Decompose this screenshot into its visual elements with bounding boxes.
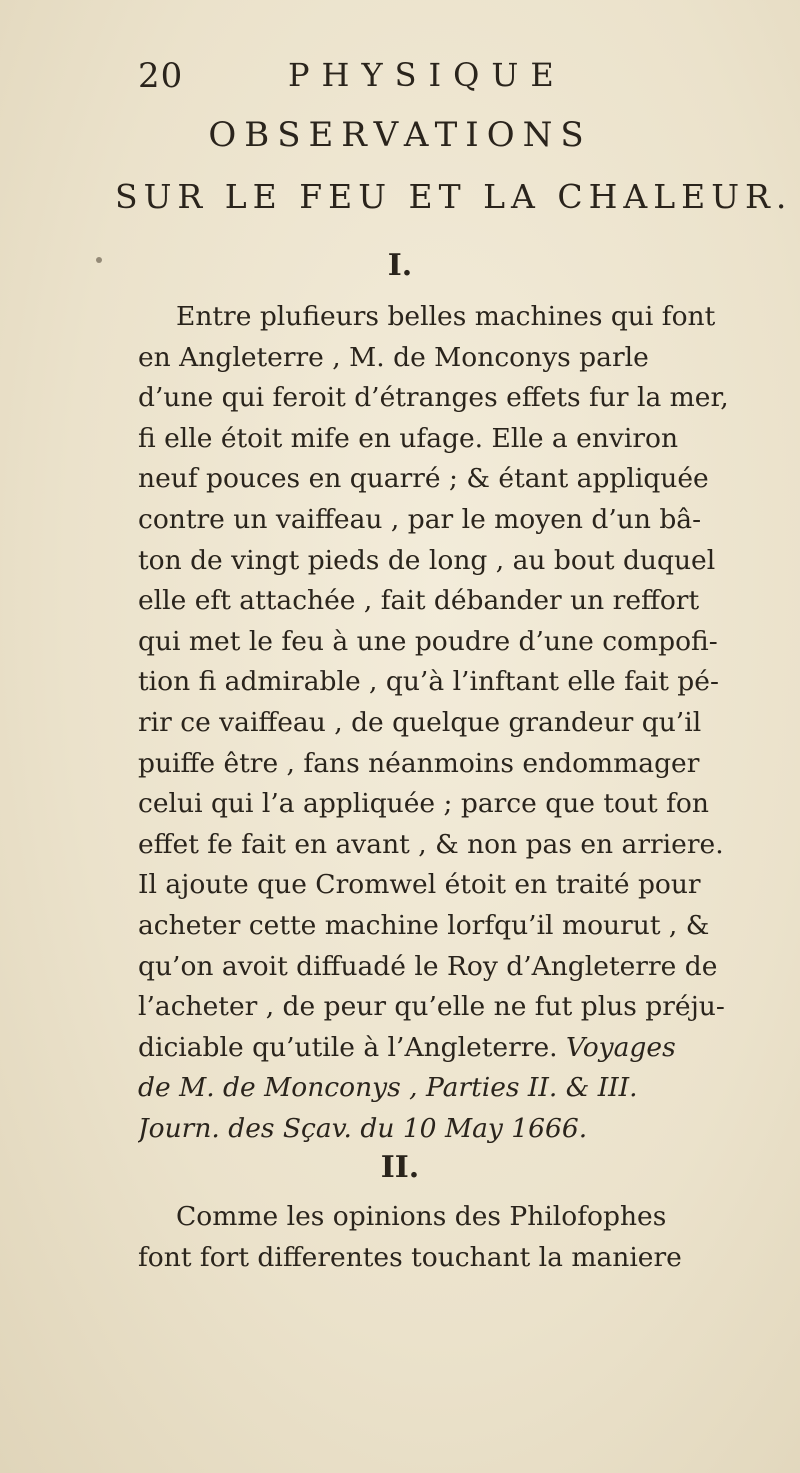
- running-head: [138, 56, 658, 106]
- text-line: celui qui l’a appliquée ; parce que tout fon: [138, 788, 709, 820]
- citation-start: Voyages: [566, 1031, 676, 1063]
- running-title: PHYSIQUE: [288, 56, 566, 94]
- page-number: 20: [138, 56, 184, 96]
- text-line: tion fi admirable , qu’à l’inftant elle fait pé-: [138, 666, 719, 698]
- text-line: Entre plufieurs belles machines qui font: [176, 301, 716, 332]
- text-line: qu’on avoit diffuadé le Roy d’Angleterre de: [138, 950, 718, 982]
- section-number-1: I.: [387, 248, 413, 283]
- chapter-heading: OBSERVATIONS: [208, 115, 592, 155]
- section-2-text: [138, 1197, 778, 1278]
- text-line: acheter cette machine lorfqu’il mourut , &: [138, 909, 710, 941]
- text-line: en Angleterre , M. de Monconys parle: [138, 341, 649, 373]
- text-line: effet fe fait en avant , & non pas en arriere.: [138, 828, 724, 860]
- text-line: Comme les opinions des Philofophes: [176, 1201, 667, 1232]
- text-line: elle eft attachée , fait débander un reffort: [138, 585, 700, 617]
- chapter-subheading: SUR LE FEU ET LA CHALEUR.: [115, 177, 793, 216]
- text-line: Il ajoute que Cromwel étoit en traité pour: [138, 869, 701, 901]
- text-line: rir ce vaiffeau , de quelque grandeur qu’il: [138, 706, 702, 738]
- ink-spot: [96, 257, 102, 263]
- text-line: contre un vaiffeau , par le moyen d’un bâ-: [138, 503, 702, 535]
- text-line: qui met le feu à une poudre d’une compofi-: [138, 625, 718, 657]
- text-segment: diciable qu’utile à l’Angleterre.: [138, 1031, 558, 1063]
- text-line: puiffe être , fans néanmoins endommager: [138, 747, 700, 779]
- text-line: fi elle étoit mife en ufage. Elle a environ: [138, 422, 679, 454]
- text-line-with-citation: [138, 1028, 778, 1069]
- section-number-2: II.: [380, 1150, 420, 1185]
- citation-line: Journ. des Sçav. du 10 May 1666.: [138, 1112, 588, 1144]
- text-line: l’acheter , de peur qu’elle ne fut plus préju-: [138, 991, 725, 1023]
- citation-line: de M. de Monconys , Parties II. & III.: [138, 1072, 638, 1104]
- text-line: neuf pouces en quarré ; & étant appliquée: [138, 463, 709, 495]
- text-line: ton de vingt pieds de long , au bout duquel: [138, 544, 716, 576]
- text-line: d’une qui feroit d’étranges effets fur la mer,: [138, 382, 729, 414]
- section-1-text: [138, 297, 778, 1149]
- text-line: font fort differentes touchant la maniere: [138, 1241, 682, 1273]
